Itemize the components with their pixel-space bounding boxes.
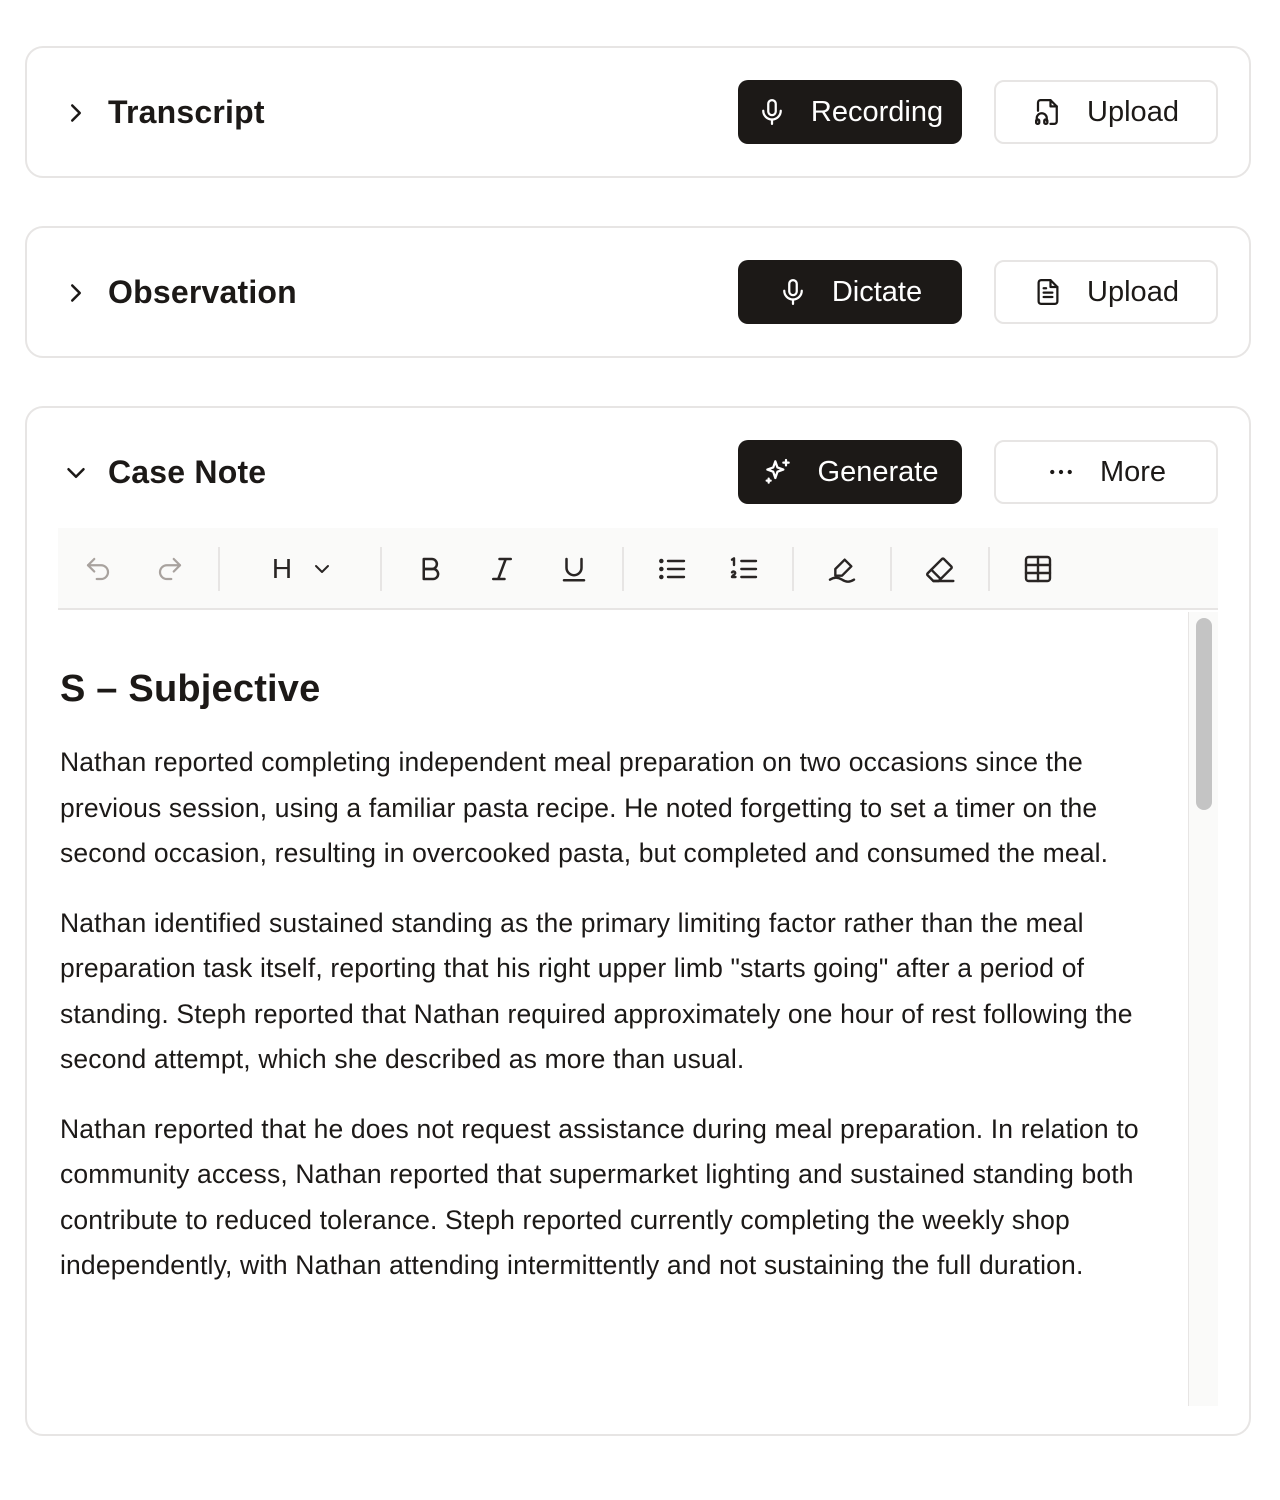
case-note-title: Case Note xyxy=(108,454,267,490)
toolbar-divider xyxy=(380,547,382,591)
bullet-list-icon xyxy=(656,553,688,585)
redo-icon xyxy=(155,554,185,584)
recording-button[interactable] xyxy=(738,80,962,144)
document-icon xyxy=(1033,277,1063,307)
observation-upload-button[interactable] xyxy=(994,260,1218,324)
highlight-icon xyxy=(826,553,858,585)
editor-scrollbar[interactable] xyxy=(1188,612,1218,1406)
toolbar-divider xyxy=(988,547,990,591)
dictate-button-label: Dictate xyxy=(831,275,923,308)
toolbar-divider xyxy=(890,547,892,591)
undo-button[interactable] xyxy=(78,549,118,589)
microphone-icon xyxy=(778,277,808,307)
paragraph: Nathan identified sustained standing as the primary limiting factor rather than the meal preparation task itself, reporting that his right upper limb "starts going" after a period of standing. Steph reported that Nathan required approximately one hour of rest following the second attempt, which she described as more than usual. xyxy=(60,907,1133,1074)
case-note-editor[interactable] xyxy=(58,612,1218,1406)
paragraph: Nathan reported completing independent meal preparation on two occasions since the previous session, using a familiar pasta recipe. He noted forgetting to set a timer on the second occasion, resulting in overcooked pasta, but completed and consumed the meal. xyxy=(60,747,1109,868)
sparkles-icon xyxy=(762,456,794,488)
italic-icon xyxy=(487,554,517,584)
bold-icon xyxy=(415,554,445,584)
audio-file-icon xyxy=(1033,97,1063,127)
editor-content[interactable] xyxy=(60,664,1185,1313)
transcript-section xyxy=(25,46,1251,178)
recording-button-label: Recording xyxy=(810,95,944,128)
clear-format-button[interactable] xyxy=(920,549,960,589)
observation-section xyxy=(25,226,1251,358)
numbered-list-button[interactable] xyxy=(724,549,764,589)
more-button[interactable] xyxy=(994,440,1218,504)
numbered-list-icon xyxy=(728,553,760,585)
transcript-upload-button[interactable] xyxy=(994,80,1218,144)
toolbar-divider xyxy=(622,547,624,591)
eraser-icon xyxy=(924,553,956,585)
heading-dropdown[interactable] xyxy=(258,549,348,589)
underline-button[interactable] xyxy=(554,549,594,589)
italic-button[interactable] xyxy=(482,549,522,589)
observation-header[interactable] xyxy=(27,228,1249,358)
toolbar-divider xyxy=(792,547,794,591)
transcript-header[interactable] xyxy=(27,48,1249,178)
undo-icon xyxy=(83,554,113,584)
case-note-section xyxy=(25,406,1251,1436)
heading-label: H xyxy=(271,553,293,584)
toolbar-divider xyxy=(218,547,220,591)
chevron-right-icon[interactable] xyxy=(61,98,91,128)
scrollbar-thumb[interactable] xyxy=(1196,618,1212,810)
observation-upload-label: Upload xyxy=(1087,275,1179,308)
bold-button[interactable] xyxy=(410,549,450,589)
bullet-list-button[interactable] xyxy=(652,549,692,589)
observation-title: Observation xyxy=(108,274,297,310)
chevron-right-icon[interactable] xyxy=(61,278,91,308)
underline-icon xyxy=(559,554,589,584)
editor-toolbar xyxy=(58,528,1218,610)
table-icon xyxy=(1022,553,1054,585)
microphone-icon xyxy=(757,97,787,127)
transcript-upload-label: Upload xyxy=(1087,95,1179,128)
paragraph: Nathan reported that he does not request assistance during meal preparation. In relation to community access, Nathan reported that supermarket lighting and sustained standing both contribute to reduced tolerance. Steph reported currently completing the weekly shop independently, with Nathan attending intermittently and not sustaining the full duration. xyxy=(60,1113,1139,1280)
more-button-label: More xyxy=(1099,455,1167,488)
case-note-header[interactable] xyxy=(27,408,1249,538)
section-heading: S – Subjective xyxy=(60,668,321,710)
redo-button[interactable] xyxy=(150,549,190,589)
table-button[interactable] xyxy=(1018,549,1058,589)
transcript-title: Transcript xyxy=(108,94,265,130)
dictate-button[interactable] xyxy=(738,260,962,324)
generate-button-label: Generate xyxy=(817,455,939,488)
chevron-down-icon[interactable] xyxy=(61,458,91,488)
highlight-button[interactable] xyxy=(822,549,862,589)
chevron-down-icon xyxy=(310,557,334,581)
ellipsis-icon xyxy=(1046,457,1076,487)
generate-button[interactable] xyxy=(738,440,962,504)
